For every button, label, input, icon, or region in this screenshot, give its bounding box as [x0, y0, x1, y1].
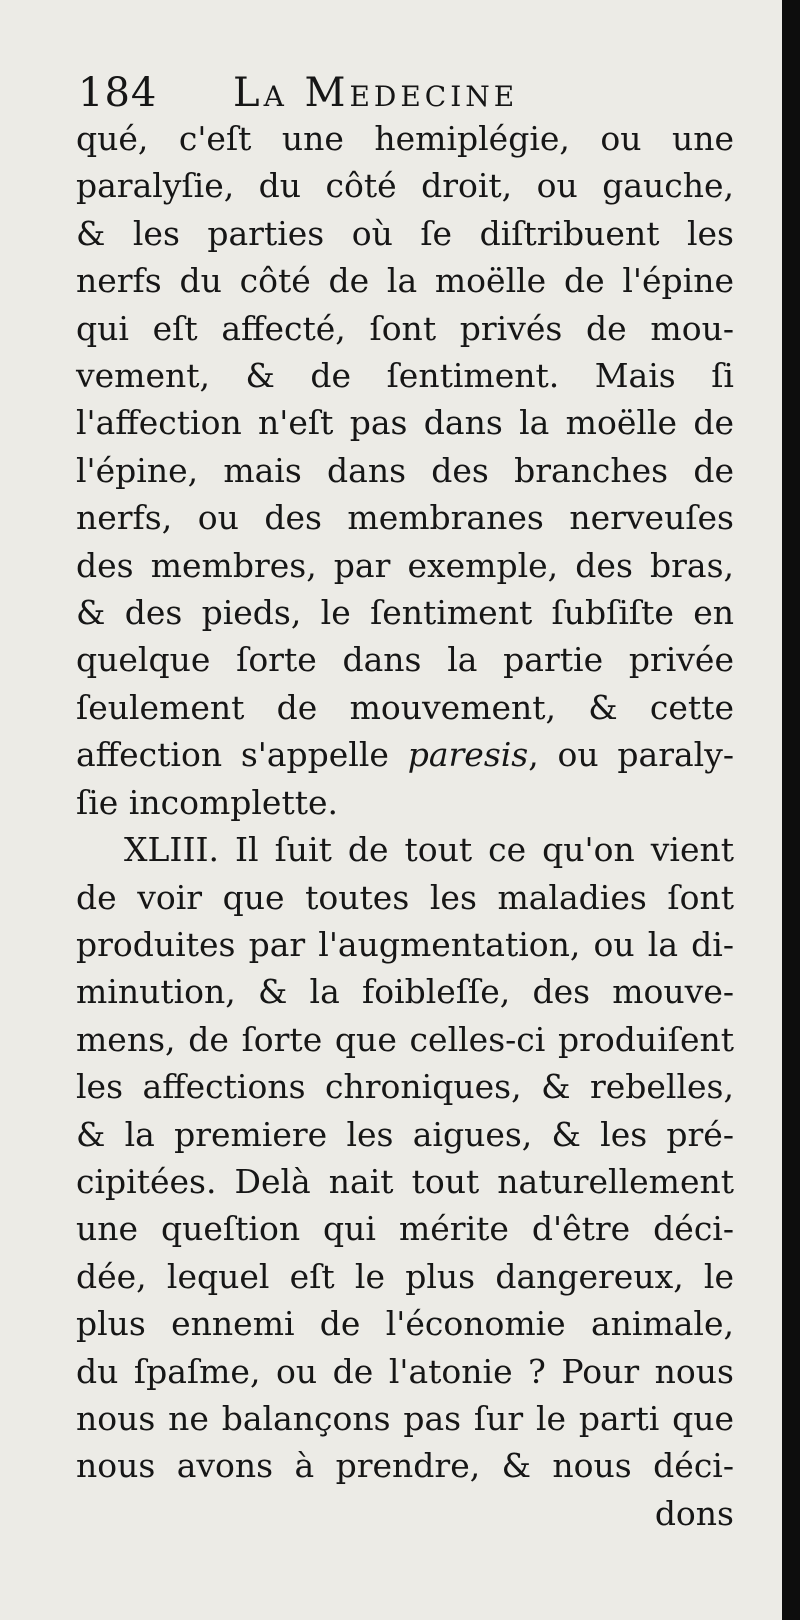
page-edge-shadow [782, 0, 800, 1620]
text-line: plus ennemi de l'économie animale, [76, 1304, 734, 1344]
text-line: nous avons à prendre, & nous déci- [76, 1446, 734, 1486]
paragraph-1 [76, 115, 734, 826]
text-line: nerfs du côté de la moëlle de l'épine [76, 261, 734, 301]
text-body [76, 115, 734, 1537]
text-line: les affections chroniques, & rebelles, [76, 1067, 734, 1107]
catchword: dons [654, 1493, 734, 1533]
text-line: qui eſt affecté, ſont privés de mou- [76, 308, 734, 348]
text-line: nous ne balançons pas ſur le parti que [76, 1398, 734, 1438]
text-line: l'épine, mais dans des branches de [76, 450, 734, 490]
text-line: ſeulement de mouvement, & cette [76, 687, 734, 727]
text-line: dée, lequel eſt le plus dangereux, le [76, 1256, 734, 1296]
text-line: vement, & de ſentiment. Mais ſi [76, 356, 734, 396]
text-line: & la premiere les aigues, & les pré- [76, 1114, 734, 1154]
text-line: ſie incomplette. [76, 782, 338, 822]
text-line: & les parties où ſe diſtribuent les [76, 213, 734, 253]
text-line: minution, & la foibleſſe, des mouve- [76, 972, 734, 1012]
text-line: XLIII. Il ſuit de tout ce qu'on vient [124, 830, 734, 870]
text-line: des membres, par exemple, des bras, [76, 545, 734, 585]
text-line: qué, c'eſt une hemiplégie, ou une [76, 119, 734, 158]
text-line: paralyſie, du côté droit, ou gauche, [76, 166, 734, 206]
text-line: mens, de ſorte que celles-ci produiſent [76, 1019, 734, 1059]
text-line: & des pieds, le ſentiment ſubſiſte en [76, 593, 734, 633]
text-line: nerfs, ou des membranes nerveuſes [76, 498, 734, 538]
text-line: affection s'appelle paresis, ou paraly- [76, 735, 734, 775]
text-line: du ſpaſme, ou de l'atonie ? Pour nous [76, 1351, 734, 1391]
paragraph-2 [76, 826, 734, 1490]
text-line: l'affection n'eſt pas dans la moëlle de [76, 403, 734, 443]
text-line: quelque ſorte dans la partie privée [76, 640, 734, 680]
text-line: produites par l'augmentation, ou la di- [76, 924, 734, 964]
page-number: 184 [78, 70, 158, 116]
page-header [78, 70, 718, 120]
text-line: de voir que toutes les maladies ſont [76, 877, 734, 917]
text-line: cipitées. Delà nait tout naturellement [76, 1161, 734, 1201]
running-title: La Medecine [233, 70, 519, 116]
text-line: une queſtion qui mérite d'être déci- [76, 1209, 734, 1249]
